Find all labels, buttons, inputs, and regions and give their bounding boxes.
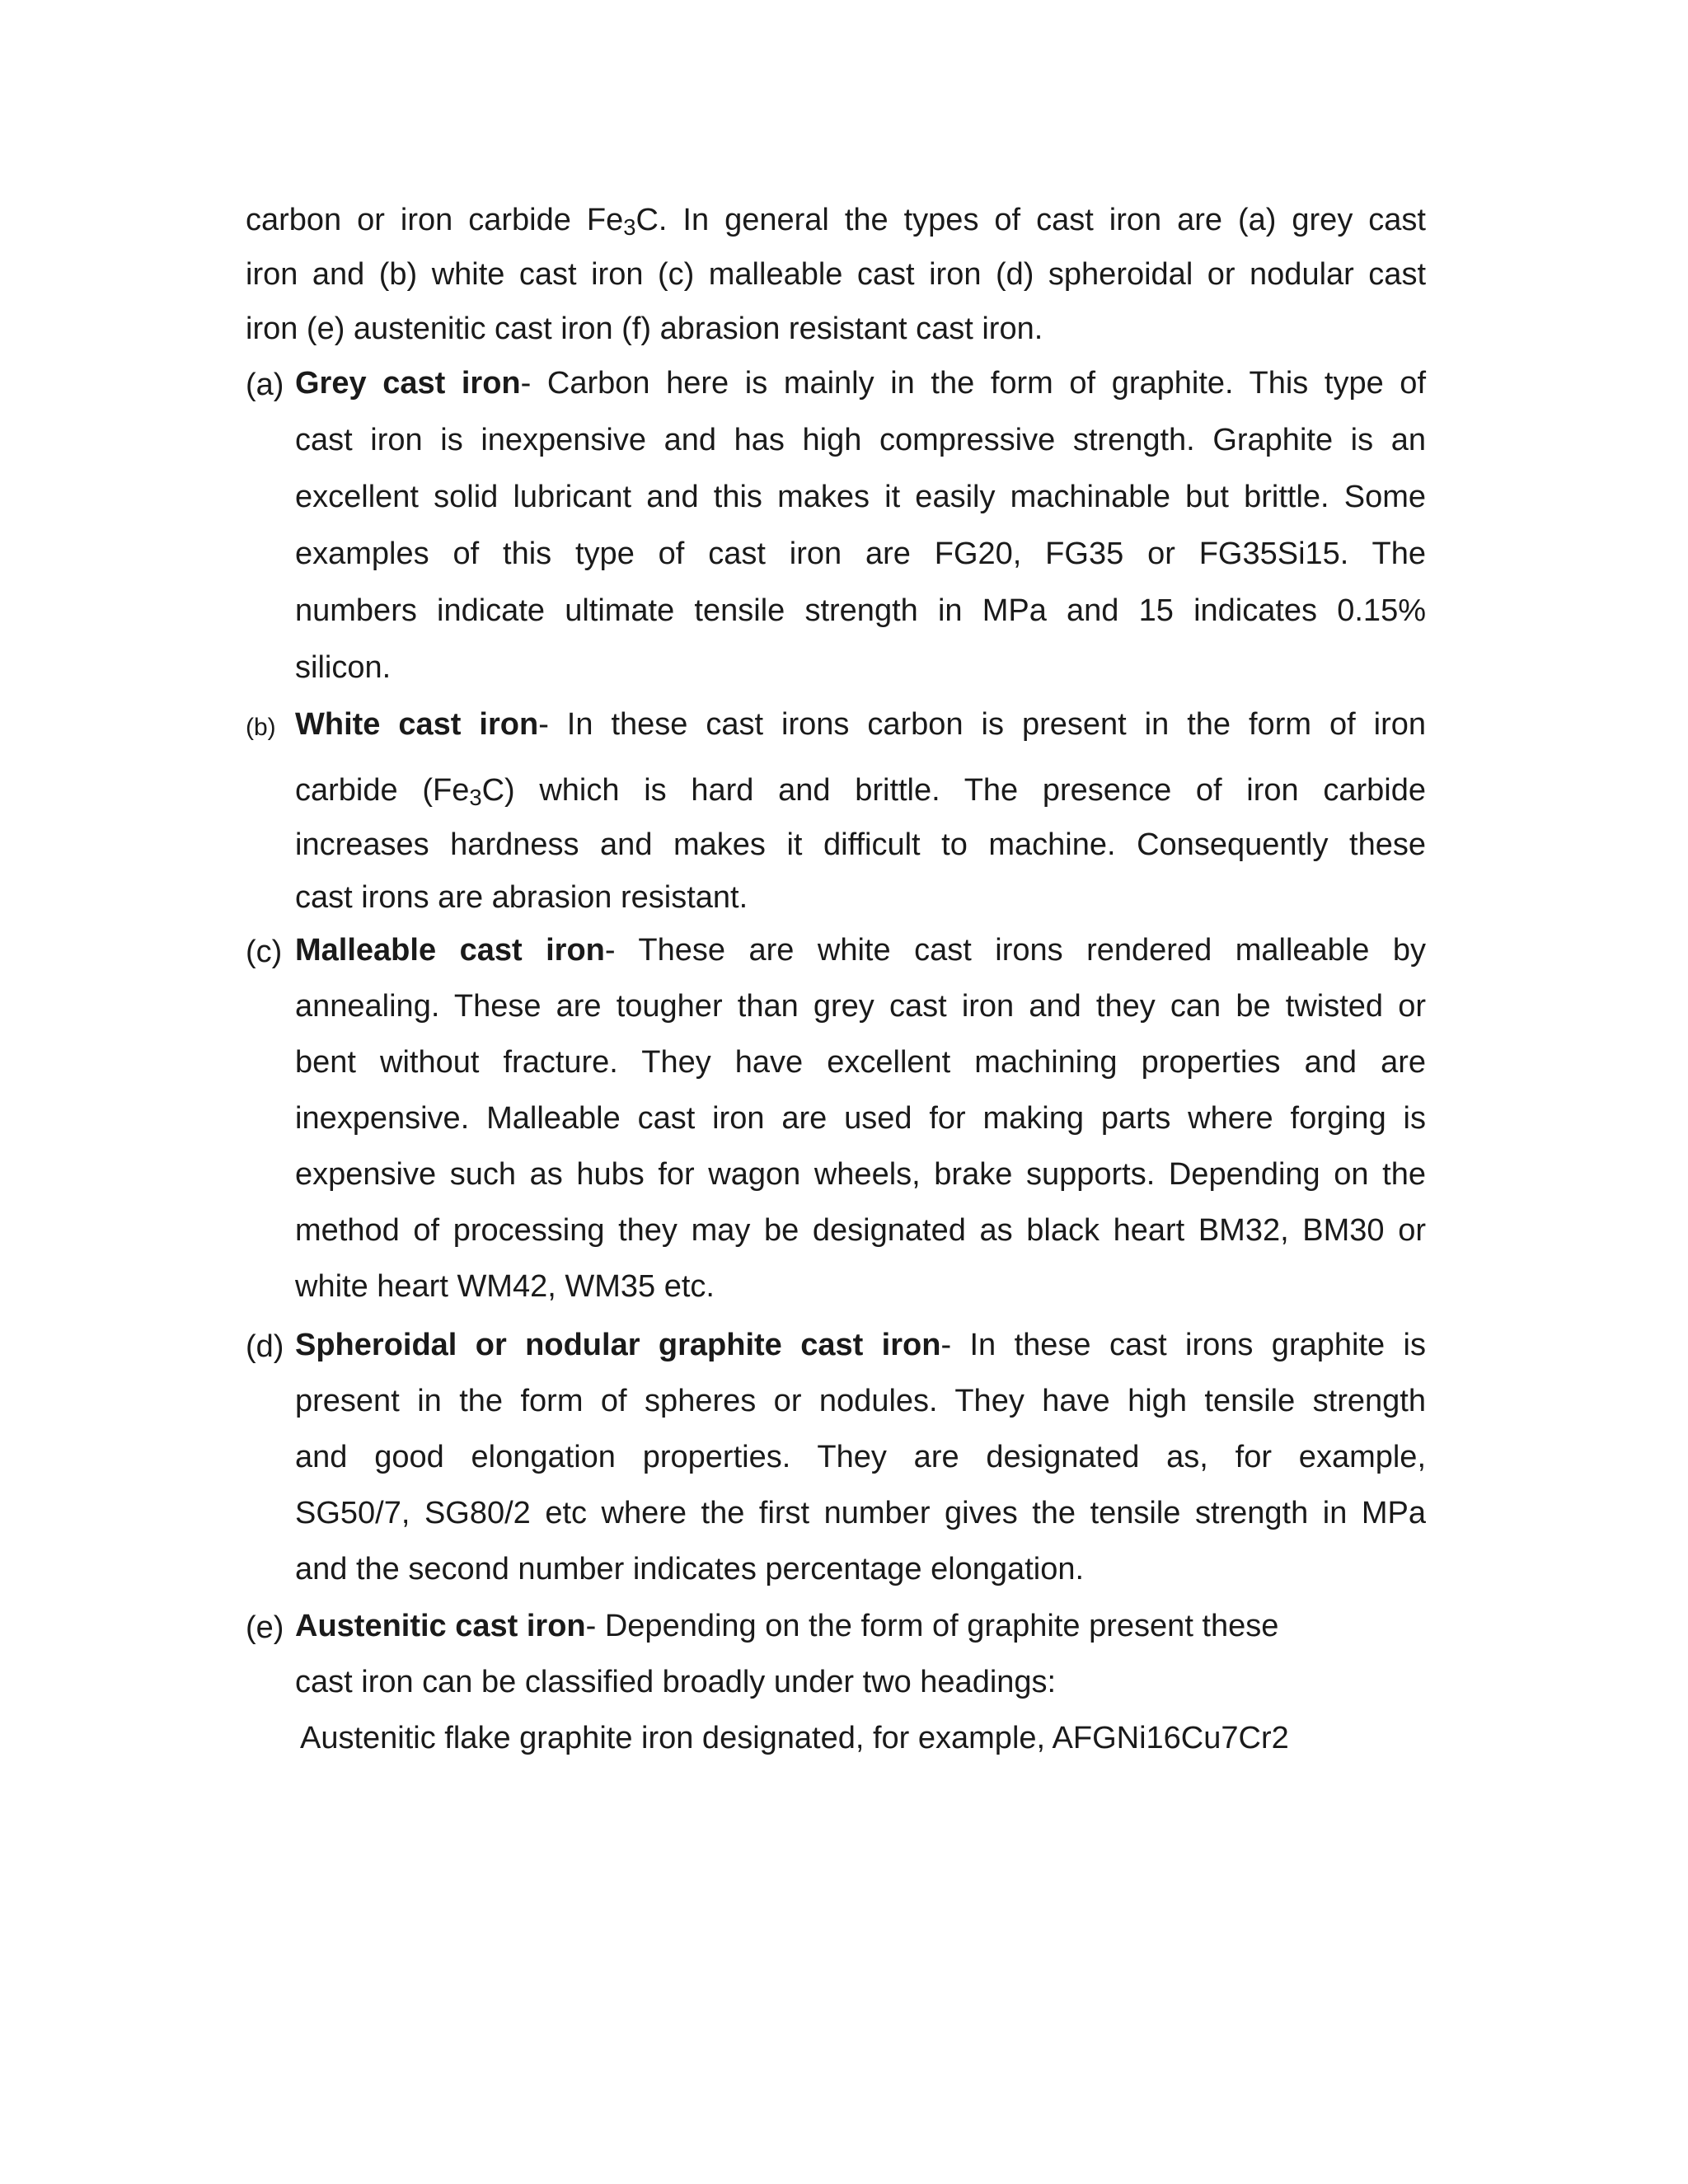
- item-text: - Depending on the form of graphite present these: [585, 1609, 1279, 1643]
- item-text: carbide (Fe: [295, 773, 470, 808]
- intro-line-3: iron (e) austenitic cast iron (f) abrasion resistant cast iron.: [246, 312, 1043, 346]
- item-line: [295, 773, 1426, 811]
- intro-text: C. In general the types of cast iron are (a) grey cast: [635, 203, 1426, 237]
- item-text: C) which is hard and brittle. The presence of iron carbide: [481, 773, 1426, 808]
- item-line: and good elongation properties. They are designated as, for example,: [295, 1440, 1426, 1474]
- list-marker: (e): [246, 1610, 284, 1645]
- item-line: SG50/7, SG80/2 etc where the first number gives the tensile strength in MPa: [295, 1496, 1426, 1530]
- list-marker: (a): [246, 368, 284, 402]
- item-line: method of processing they may be designated as black heart BM32, BM30 or: [295, 1213, 1426, 1248]
- item-line: silicon.: [295, 650, 392, 685]
- item-line: and the second number indicates percentage elongation.: [295, 1552, 1085, 1586]
- intro-text: carbon or iron carbide Fe: [246, 203, 624, 237]
- item-line: increases hardness and makes it difficult to machine. Consequently these: [295, 827, 1426, 862]
- item-text: - Carbon here is mainly in the form of graphite. This type of: [520, 366, 1426, 401]
- item-line: annealing. These are tougher than grey cast iron and they can be twisted or: [295, 989, 1426, 1024]
- item-line: examples of this type of cast iron are FG20, FG35 or FG35Si15. The: [295, 537, 1426, 571]
- item-line: [295, 368, 1426, 399]
- item-line: [295, 935, 1426, 966]
- item-line: [295, 709, 1426, 740]
- item-line: cast irons are abrasion resistant.: [295, 880, 748, 915]
- item-line: [295, 1329, 1426, 1361]
- item-line: [295, 1610, 1426, 1642]
- item-line: white heart WM42, WM35 etc.: [295, 1269, 715, 1304]
- item-term: Grey cast iron: [295, 366, 521, 401]
- item-line: numbers indicate ultimate tensile strength in MPa and 15 indicates 0.15%: [295, 593, 1426, 628]
- list-marker: (b): [246, 714, 276, 741]
- intro-line-2: iron and (b) white cast iron (c) malleable cast iron (d) spheroidal or nodular cast: [246, 257, 1426, 292]
- item-line: cast iron is inexpensive and has high compressive strength. Graphite is an: [295, 423, 1426, 457]
- list-marker: (d): [246, 1329, 284, 1364]
- intro-line-1: [246, 203, 1426, 241]
- item-line: inexpensive. Malleable cast iron are used for making parts where forging is: [295, 1101, 1426, 1136]
- item-text: - In these cast irons graphite is: [940, 1328, 1426, 1362]
- item-line: present in the form of spheres or nodules. They have high tensile strength: [295, 1384, 1426, 1418]
- item-term: Spheroidal or nodular graphite cast iron: [295, 1328, 941, 1362]
- subscript: 3: [623, 214, 636, 241]
- item-term: White cast iron: [295, 707, 539, 742]
- item-text: - These are white cast irons rendered malleable by: [604, 933, 1427, 968]
- item-line: excellent solid lubricant and this makes it easily machinable but brittle. Some: [295, 480, 1426, 514]
- item-term: Austenitic cast iron: [295, 1609, 586, 1643]
- item-line: expensive such as hubs for wagon wheels, brake supports. Depending on the: [295, 1157, 1426, 1192]
- subscript: 3: [469, 785, 482, 811]
- item-line: Austenitic flake graphite iron designated, for example, AFGNi16Cu7Cr2: [300, 1721, 1289, 1755]
- item-term: Malleable cast iron: [295, 933, 605, 968]
- item-line: cast iron can be classified broadly under two headings:: [295, 1665, 1057, 1699]
- item-line: bent without fracture. They have excellent machining properties and are: [295, 1045, 1426, 1080]
- list-marker: (c): [246, 935, 283, 969]
- item-text: - In these cast irons carbon is present in the form of iron: [538, 707, 1426, 742]
